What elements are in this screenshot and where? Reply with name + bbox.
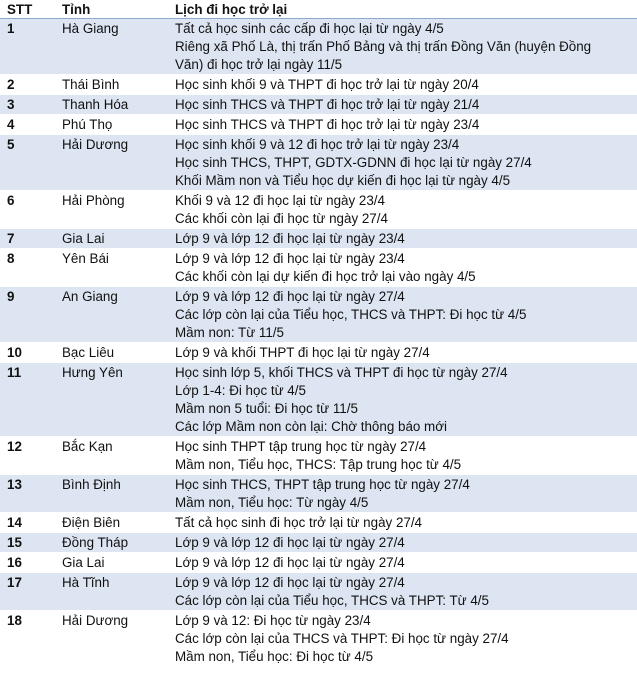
table-row	[0, 611, 637, 667]
row-schedule	[168, 533, 637, 553]
row-province: Gia Lai	[55, 229, 168, 249]
row-province: Đồng Tháp	[55, 533, 168, 553]
schedule-line: Riêng xã Phố Là, thị trấn Phố Bảng và thị trấn Đồng Văn (huyện Đồng	[175, 39, 592, 54]
row-stt: 11	[0, 363, 55, 437]
table-row	[0, 135, 637, 191]
row-schedule	[168, 363, 637, 437]
row-province: Phú Thọ	[55, 115, 168, 135]
table-body	[0, 19, 637, 667]
schedule-line: Các lớp còn lại của THCS và THPT: Đi học từ ngày 27/4	[175, 631, 509, 646]
row-province: Gia Lai	[55, 553, 168, 573]
schedule-line: Học sinh THCS, THPT, GDTX-GDNN đi học lại từ ngày 27/4	[175, 155, 532, 170]
row-schedule	[168, 573, 637, 611]
row-province: An Giang	[55, 287, 168, 343]
row-stt: 6	[0, 191, 55, 229]
schedule-line: Lớp 9 và 12: Đi học từ ngày 23/4	[175, 613, 371, 628]
table-row	[0, 363, 637, 437]
row-schedule	[168, 191, 637, 229]
schedule-line: Các khối còn lại dự kiến đi học trở lại vào ngày 4/5	[175, 269, 476, 284]
row-province: Bắc Kạn	[55, 437, 168, 475]
row-province: Bạc Liêu	[55, 343, 168, 363]
row-province: Thái Bình	[55, 75, 168, 95]
row-stt: 13	[0, 475, 55, 513]
row-schedule	[168, 249, 637, 287]
table-row	[0, 343, 637, 363]
row-stt: 7	[0, 229, 55, 249]
table-row	[0, 513, 637, 533]
schedule-line: Khối 9 và 12 đi học lại từ ngày 23/4	[175, 193, 385, 208]
table-row	[0, 191, 637, 229]
row-schedule	[168, 95, 637, 115]
row-stt: 16	[0, 553, 55, 573]
row-province: Hà Giang	[55, 19, 168, 75]
row-schedule	[168, 513, 637, 533]
row-stt: 12	[0, 437, 55, 475]
row-schedule	[168, 611, 637, 667]
schedule-line: Các khối còn lại đi học từ ngày 27/4	[175, 211, 388, 226]
row-stt: 3	[0, 95, 55, 115]
row-stt: 15	[0, 533, 55, 553]
schedule-line: Học sinh khối 9 và THPT đi học trở lại từ ngày 20/4	[175, 77, 479, 92]
table-row	[0, 573, 637, 611]
row-stt: 9	[0, 287, 55, 343]
row-schedule	[168, 475, 637, 513]
row-stt: 17	[0, 573, 55, 611]
schedule-line: Học sinh THCS và THPT đi học trở lại từ ngày 21/4	[175, 97, 480, 112]
row-province: Hải Dương	[55, 611, 168, 667]
row-stt: 1	[0, 19, 55, 75]
schedule-line: Mầm non 5 tuổi: Đi học từ 11/5	[175, 401, 358, 416]
row-province: Hải Phòng	[55, 191, 168, 229]
schedule-line: Mầm non, Tiểu học, THCS: Tập trung học từ 4/5	[175, 457, 462, 472]
schedule-line: Học sinh THPT tập trung học từ ngày 27/4	[175, 439, 427, 454]
schedule-line: Lớp 1-4: Đi học từ 4/5	[175, 383, 306, 398]
schedule-line: Học sinh khối 9 và 12 đi học trở lại từ ngày 23/4	[175, 137, 460, 152]
row-stt: 5	[0, 135, 55, 191]
schedule-line: Lớp 9 và lớp 12 đi học lại từ ngày 27/4	[175, 289, 405, 304]
table-row	[0, 437, 637, 475]
schedule-line: Lớp 9 và lớp 12 đi học lại từ ngày 27/4	[175, 555, 405, 570]
row-stt: 14	[0, 513, 55, 533]
row-stt: 2	[0, 75, 55, 95]
table-row	[0, 115, 637, 135]
row-province: Điện Biên	[55, 513, 168, 533]
schedule-line: Các lớp còn lại của Tiểu học, THCS và THPT: Đi học từ 4/5	[175, 307, 527, 322]
row-schedule	[168, 437, 637, 475]
schedule-line: Học sinh lớp 5, khối THCS và THPT đi học từ ngày 27/4	[175, 365, 508, 380]
schedule-line: Tất cả học sinh đi học trở lại từ ngày 27/4	[175, 515, 423, 530]
table-row	[0, 287, 637, 343]
schedule-line: Mầm non: Từ 11/5	[175, 325, 284, 340]
schedule-line: Lớp 9 và lớp 12 đi học lại từ ngày 27/4	[175, 535, 405, 550]
row-schedule	[168, 135, 637, 191]
row-province: Hà Tĩnh	[55, 573, 168, 611]
schedule-line: Khối Mầm non và Tiểu học dự kiến đi học lại từ ngày 4/5	[175, 173, 511, 188]
table-row	[0, 95, 637, 115]
header-province: Tỉnh	[55, 0, 168, 19]
header-schedule: Lịch đi học trở lại	[168, 0, 637, 19]
table-row	[0, 249, 637, 287]
row-schedule	[168, 19, 637, 75]
schedule-line: Các lớp còn lại của Tiểu học, THCS và THPT: Từ 4/5	[175, 593, 489, 608]
row-province: Hải Dương	[55, 135, 168, 191]
schedule-line: Học sinh THCS và THPT đi học trở lại từ ngày 23/4	[175, 117, 480, 132]
header-stt: STT	[0, 0, 55, 19]
row-stt: 10	[0, 343, 55, 363]
schedule-line: Mầm non, Tiểu học: Từ ngày 4/5	[175, 495, 369, 510]
schedule-line: Lớp 9 và lớp 12 đi học lại từ ngày 27/4	[175, 575, 405, 590]
table-row	[0, 475, 637, 513]
schedule-line: Lớp 9 và lớp 12 đi học lại từ ngày 23/4	[175, 251, 405, 266]
table-row	[0, 553, 637, 573]
table-row	[0, 229, 637, 249]
table-header	[0, 0, 637, 19]
header-row	[0, 0, 637, 19]
row-province: Bình Định	[55, 475, 168, 513]
row-province: Thanh Hóa	[55, 95, 168, 115]
table-row	[0, 19, 637, 75]
schedule-line: Mầm non, Tiểu học: Đi học từ 4/5	[175, 649, 374, 664]
row-stt: 8	[0, 249, 55, 287]
row-schedule	[168, 229, 637, 249]
row-province: Yên Bái	[55, 249, 168, 287]
schedule-line: Tất cả học sinh các cấp đi học lại từ ngày 4/5	[175, 21, 444, 36]
schedule-line: Học sinh THCS, THPT tập trung học từ ngày 27/4	[175, 477, 470, 492]
row-schedule	[168, 343, 637, 363]
table-row	[0, 75, 637, 95]
row-schedule	[168, 553, 637, 573]
row-province: Hưng Yên	[55, 363, 168, 437]
schedule-line: Văn) đi học trở lại ngày 11/5	[175, 57, 343, 72]
schedule-line: Lớp 9 và khối THPT đi học lại từ ngày 27/4	[175, 345, 430, 360]
row-schedule	[168, 115, 637, 135]
schedule-line: Lớp 9 và lớp 12 đi học lại từ ngày 23/4	[175, 231, 405, 246]
row-stt: 4	[0, 115, 55, 135]
row-schedule	[168, 75, 637, 95]
table-row	[0, 533, 637, 553]
schedule-line: Các lớp Mầm non còn lại: Chờ thông báo mới	[175, 419, 447, 434]
row-schedule	[168, 287, 637, 343]
row-stt: 18	[0, 611, 55, 667]
